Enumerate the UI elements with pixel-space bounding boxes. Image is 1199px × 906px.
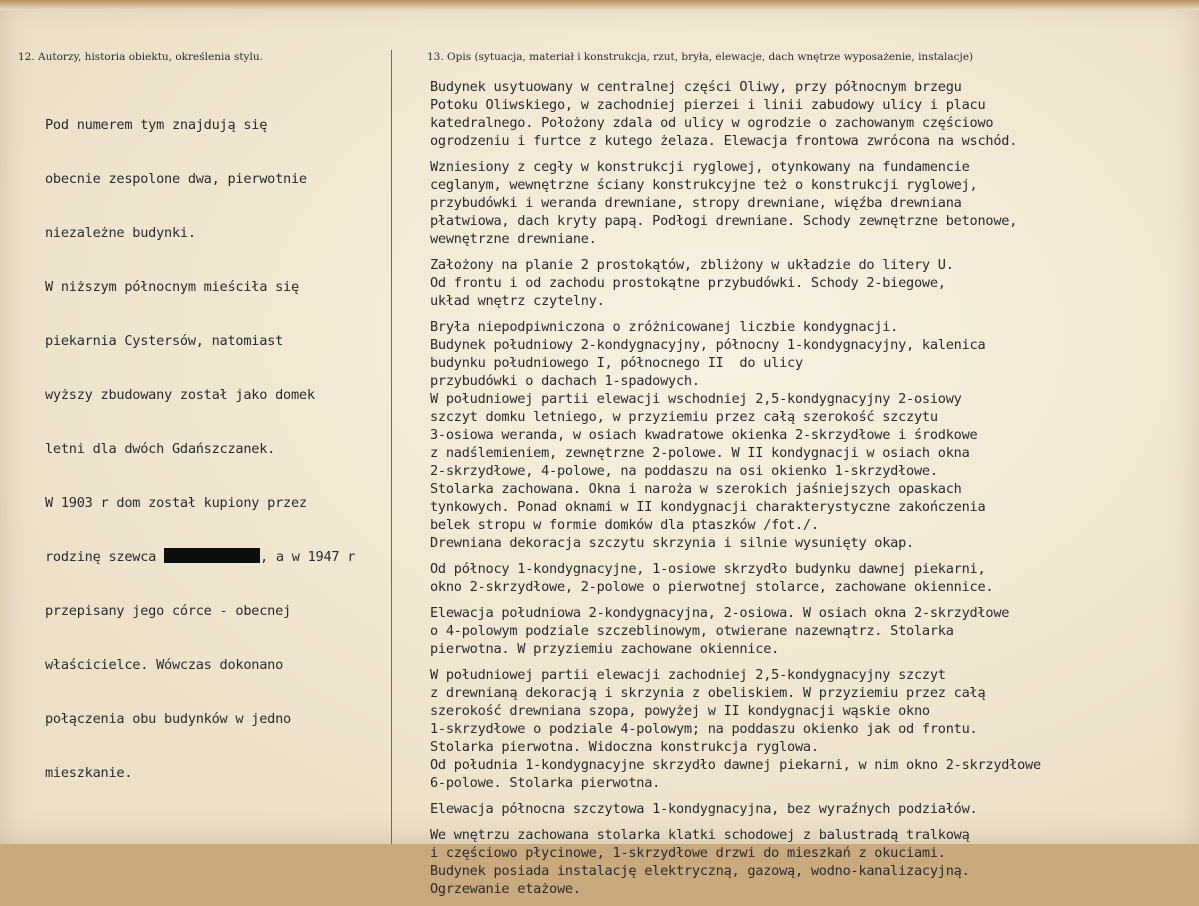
section-13-text: [430, 78, 1041, 906]
text-line: Bryła niepodpiwniczona o zróżnicowanej liczbie kondygnacji.: [430, 319, 899, 335]
text-line: 6-polowe. Stolarka pierwotna.: [430, 775, 661, 791]
text-line: szczyt domku letniego, w przyziemiu przez całą szerokość szczytu: [430, 409, 938, 425]
text-line: układ wnętrz czytelny.: [430, 293, 605, 309]
description-paragraph: [430, 78, 1041, 150]
text-fragment: rodzinę szewca: [45, 549, 165, 565]
section-13-header: 13. Opis (sytuacja, materiał i konstrukcja, rzut, bryła, elewacje, dach wnętrze wyposażenie, instalacje): [427, 51, 974, 63]
text-fragment: , a w 1947 r: [260, 549, 356, 565]
description-paragraph: [430, 604, 1041, 658]
text-line: Budynek południowy 2-kondygnacyjny, północny 1-kondygnacyjny, kalenica: [430, 337, 986, 353]
text-line: mieszkanie.: [45, 765, 133, 781]
text-line: właścicielce. Wówczas dokonano: [45, 657, 284, 673]
text-line: Stolarka pierwotna. Widoczna konstrukcja ryglowa.: [430, 739, 819, 755]
text-line: Od frontu i od zachodu prostokątne przybudówki. Schody 2-biegowe,: [430, 275, 946, 291]
text-line: okno 2-skrzydłowe, 2-polowe o pierwotnej stolarce, zachowane okiennice.: [430, 579, 994, 595]
text-line: katedralnego. Położony zdala od ulicy w ogrodzie o zachowanym częściowo: [430, 115, 994, 131]
text-line: W południowej partii elewacji zachodniej 2,5-kondygnacyjny szczyt: [430, 667, 946, 683]
text-line: ogrodzeniu i furtce z kutego żelaza. Elewacja frontowa zwrócona na wschód.: [430, 133, 1018, 149]
text-line: Od północy 1-kondygnacyjne, 1-osiowe skrzydło budynku dawnej piekarni,: [430, 561, 986, 577]
description-paragraph: [430, 560, 1041, 596]
text-line: [45, 548, 355, 566]
page-edge: [0, 0, 1199, 10]
text-line: 3-osiowa weranda, w osiach kwadratowe okienka 2-skrzydłowe i środkowe: [430, 427, 978, 443]
text-line: pierwotna. W przyziemiu zachowane okiennice.: [430, 641, 780, 657]
text-line: szerokość drewniana szopa, powyżej w II kondygnacji wąskie okno: [430, 703, 930, 719]
text-line: belek stropu w formie domków dla ptaszków /fot./.: [430, 517, 819, 533]
text-line: Potoku Oliwskiego, w zachodniej pierzei i linii zabudowy ulicy i placu: [430, 97, 986, 113]
text-line: Stolarka zachowana. Okna i naroża w szerokich jaśniejszych opaskach: [430, 481, 962, 497]
text-line: i częściowo płycinowe, 1-skrzydłowe drzwi do mieszkań z okuciami.: [430, 845, 946, 861]
description-paragraph: [430, 256, 1041, 310]
text-line: Pod numerem tym znajdują się: [45, 117, 268, 133]
column-divider: [391, 50, 392, 844]
text-line: z nadślemieniem, zewnętrzne 2-polowe. W II kondygnacji w osiach okna: [430, 445, 970, 461]
text-line: przybudówki o dachach 1-spadowych.: [430, 373, 700, 389]
text-line: Od południa 1-kondygnacyjne skrzydło dawnej piekarni, w nim okno 2-skrzydłowe: [430, 757, 1041, 773]
text-line: W południowej partii elewacji wschodniej 2,5-kondygnacyjny 2-osiowy: [430, 391, 962, 407]
text-line: Ogrzewanie etażowe.: [430, 881, 581, 897]
text-line: połączenia obu budynków w jedno: [45, 711, 291, 727]
text-line: o 4-polowym podziale szczeblinowym, otwierane nazewnątrz. Stolarka: [430, 623, 954, 639]
text-line: ceglanym, wewnętrzne ściany konstrukcyjne też o konstrukcji ryglowej,: [430, 177, 978, 193]
text-line: We wnętrzu zachowana stolarka klatki schodowej z balustradą tralkową: [430, 827, 970, 843]
text-line: Budynek posiada instalację elektryczną, gazową, wodno-kanalizacyjną.: [430, 863, 970, 879]
text-line: tynkowych. Ponad oknami w II kondygnacji charakterystyczne zakończenia: [430, 499, 986, 515]
section-12-text: [45, 80, 355, 818]
text-line: W niższym północnym mieściła się: [45, 279, 299, 295]
text-line: niezależne budynki.: [45, 225, 196, 241]
text-line: 1-skrzydłowe o podziale 4-polowym; na poddaszu okienko jak od frontu.: [430, 721, 978, 737]
text-line: przepisany jego córce - obecnej: [45, 603, 291, 619]
text-line: piekarnia Cystersów, natomiast: [45, 333, 284, 349]
text-line: W 1903 r dom został kupiony przez: [45, 495, 307, 511]
text-line: 2-skrzydłowe, 4-polowe, na poddaszu na osi okienko 1-skrzydłowe.: [430, 463, 938, 479]
text-line: Założony na planie 2 prostokątów, zbliżony w układzie do litery U.: [430, 257, 954, 273]
text-line: Elewacja północna szczytowa 1-kondygnacyjna, bez wyraźnych podziałów.: [430, 801, 978, 817]
text-line: wewnętrzne drewniane.: [430, 231, 597, 247]
text-line: płatwiowa, dach kryty papą. Podłogi drewniane. Schody zewnętrzne betonowe,: [430, 213, 1018, 229]
description-paragraph: [430, 666, 1041, 792]
text-line: z drewnianą dekoracją i skrzynia z obeliskiem. W przyziemiu przez całą: [430, 685, 986, 701]
text-line: Budynek usytuowany w centralnej części Oliwy, przy północnym brzegu: [430, 79, 962, 95]
text-line: obecnie zespolone dwa, pierwotnie: [45, 171, 307, 187]
text-line: przybudówki i weranda drewniane, stropy drewniane, więźba drewniana: [430, 195, 962, 211]
text-line: letni dla dwóch Gdańszczanek.: [45, 441, 276, 457]
description-paragraph: [430, 158, 1041, 248]
description-paragraph: [430, 318, 1041, 552]
text-line: Elewacja południowa 2-kondygnacyjna, 2-osiowa. W osiach okna 2-skrzydłowe: [430, 605, 1010, 621]
text-line: Drewniana dekoracja szczytu skrzynia i silnie wysunięty okap.: [430, 535, 914, 551]
redaction-bar: [164, 548, 260, 563]
description-paragraph: [430, 826, 1041, 898]
description-paragraph: [430, 800, 1041, 818]
text-line: Wzniesiony z cegły w konstrukcji ryglowej, otynkowany na fundamencie: [430, 159, 970, 175]
text-line: budynku południowego I, północnego II do ulicy: [430, 355, 803, 371]
section-12-header: 12. Autorzy, historia obiektu, określenia stylu.: [18, 51, 263, 63]
text-line: wyższy zbudowany został jako domek: [45, 387, 315, 403]
